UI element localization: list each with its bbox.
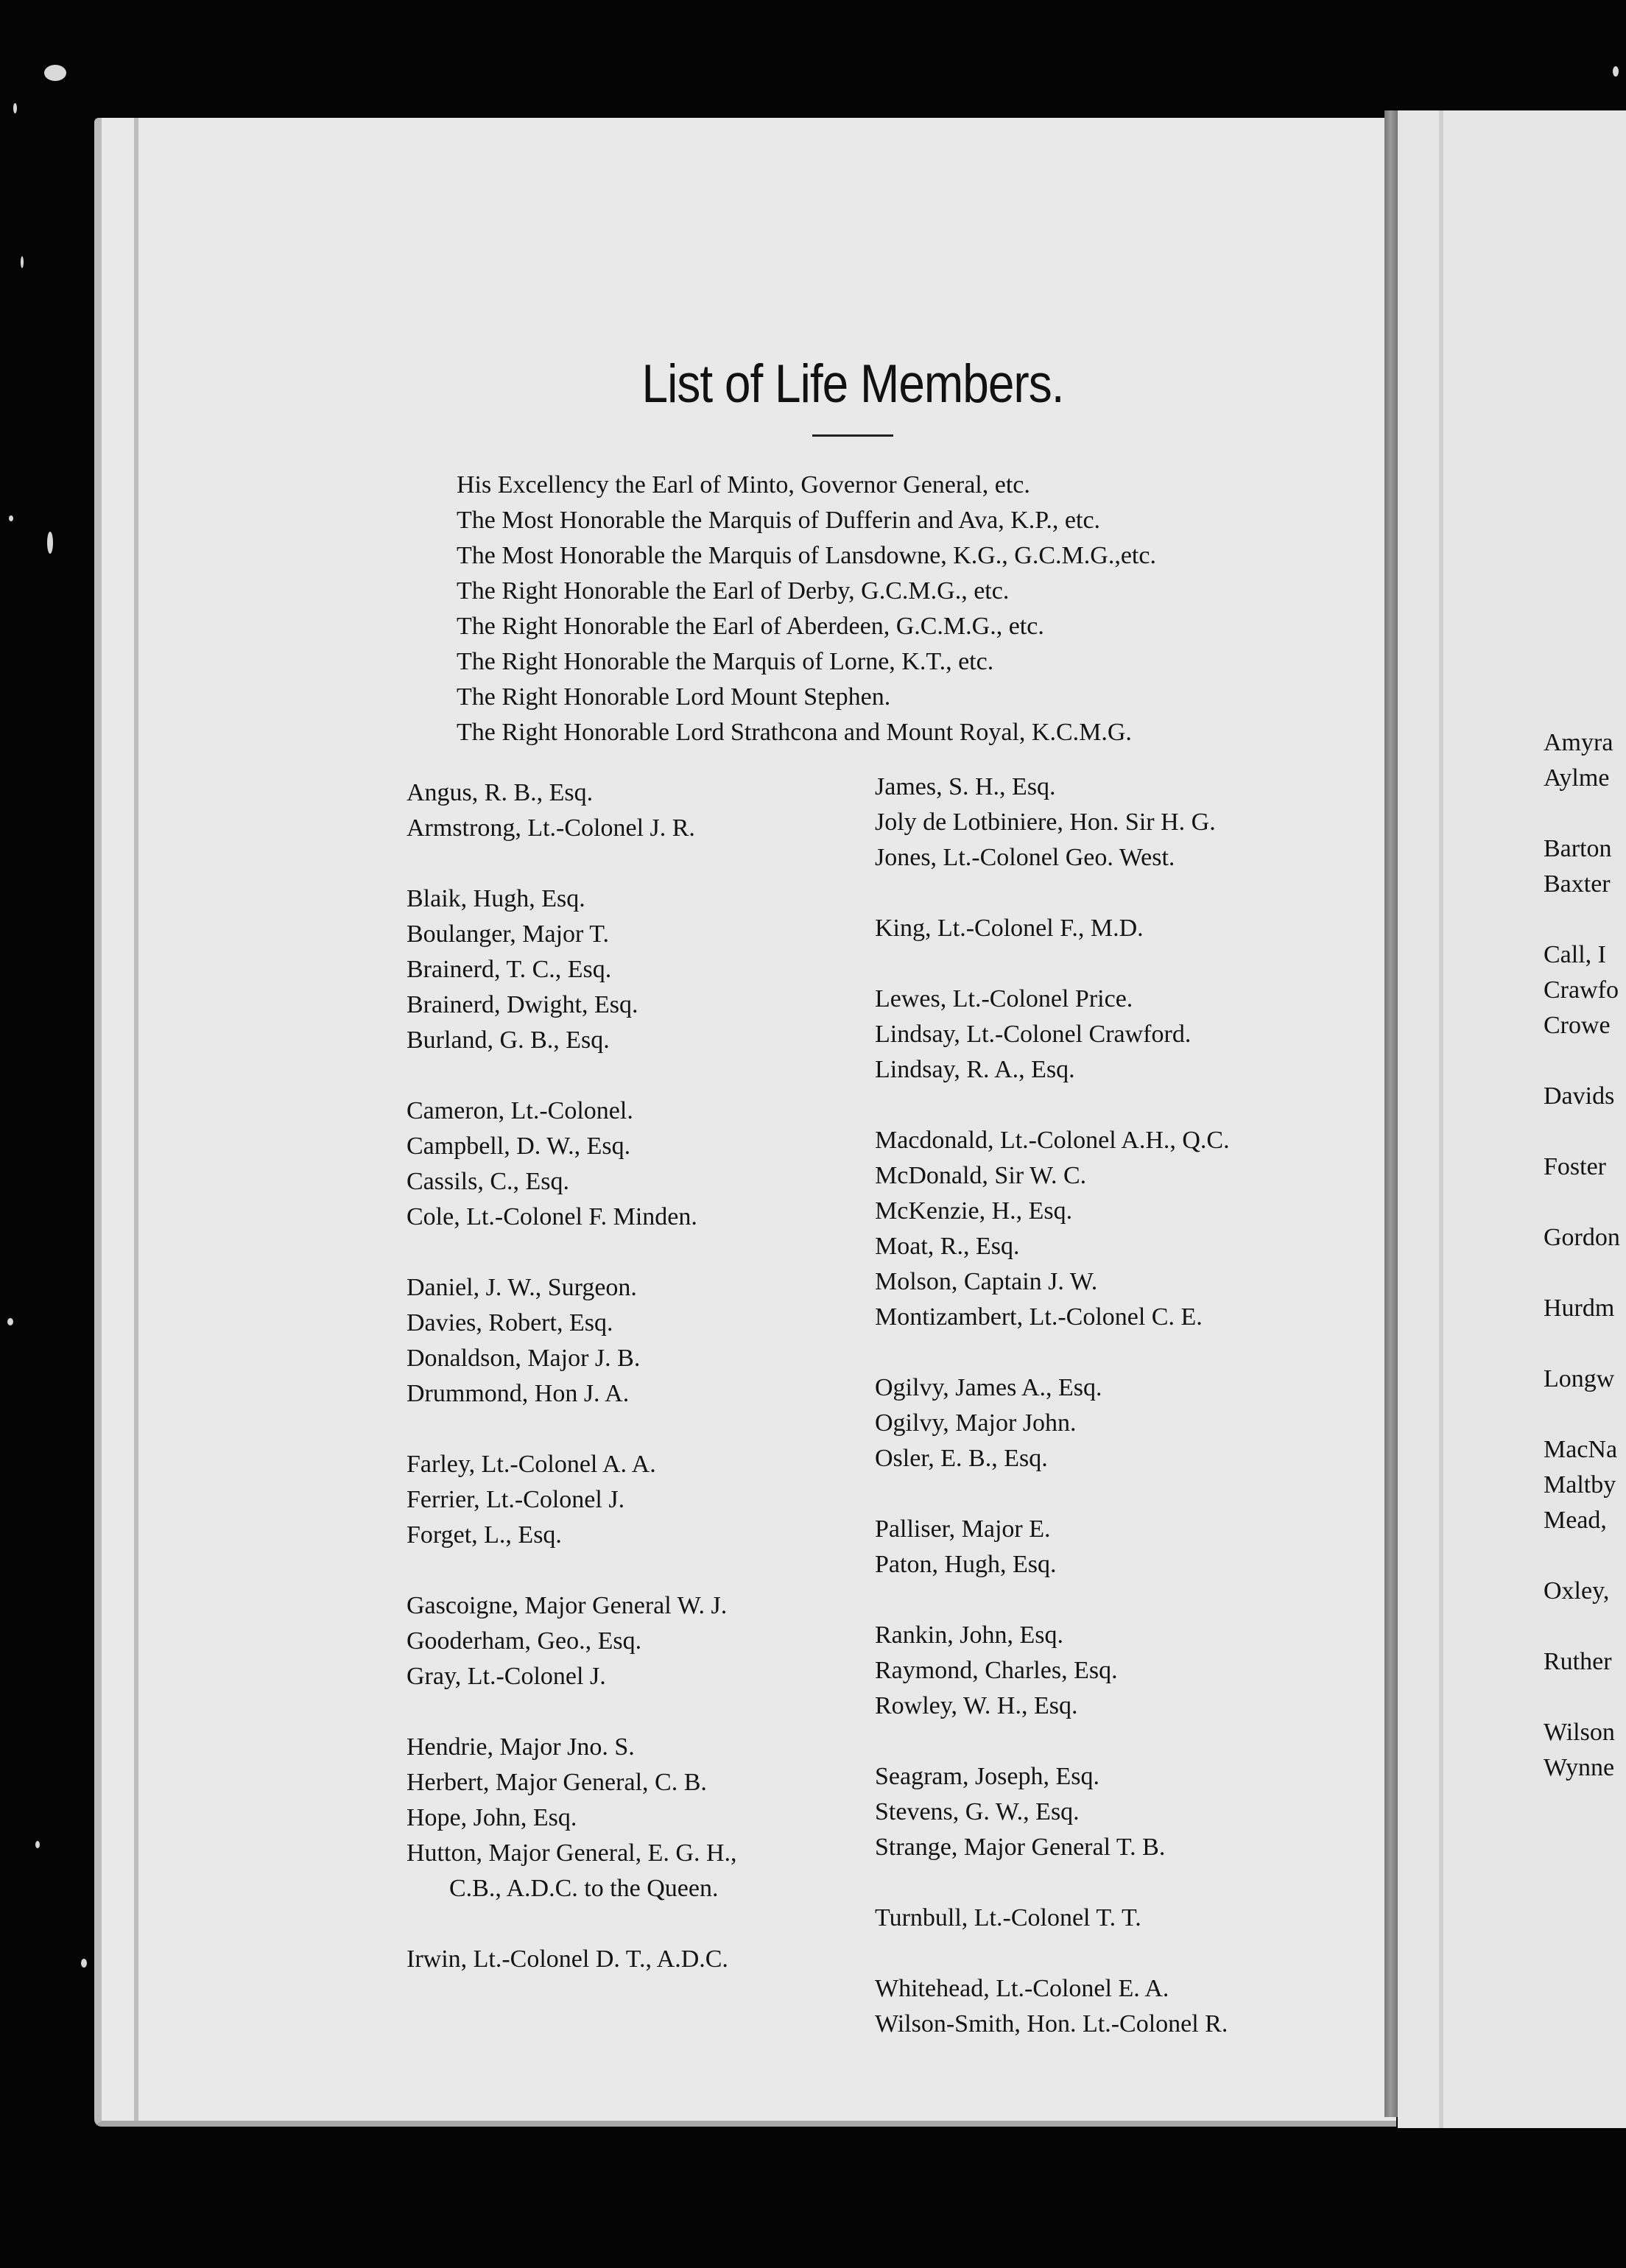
member-entry: Cole, Lt.-Colonel F. Minden. [406,1203,697,1230]
group-spacer [875,876,1230,911]
right-page-fragments [1544,725,1620,1786]
group-spacer [1544,1397,1620,1432]
group-spacer [1544,1043,1620,1079]
members-column-left [406,775,737,1977]
dust-speck [35,1841,40,1848]
member-entry: Brainerd, Dwight, Esq. [406,991,638,1018]
member-entry: Hope, John, Esq. [406,1804,577,1831]
group-spacer [875,1335,1230,1370]
group-spacer [1544,1185,1620,1220]
member-entry: Davies, Robert, Esq. [406,1309,613,1336]
fragment-entry: Crawfo [1544,976,1619,1004]
member-entry: Turnbull, Lt.-Colonel T. T. [875,1904,1141,1931]
group-spacer [875,1088,1230,1123]
group-spacer [875,1476,1230,1512]
member-entry: Wilson-Smith, Hon. Lt.-Colonel R. [875,2010,1228,2038]
member-entry: Seagram, Joseph, Esq. [875,1763,1100,1790]
fragment-entry: Hurdm [1544,1295,1615,1322]
dignitary-entry: The Most Honorable the Marquis of Dufferin and Ava, K.P., etc. [457,507,1101,534]
member-entry: Hutton, Major General, E. G. H., [406,1839,737,1867]
member-entry: Armstrong, Lt.-Colonel J. R. [406,814,695,842]
member-entry-continuation: C.B., A.D.C. to the Queen. [449,1875,719,1902]
dignitary-entry: The Right Honorable Lord Strathcona and Mount Royal, K.C.M.G. [457,719,1132,746]
member-entry: Blaik, Hugh, Esq. [406,885,585,912]
dust-speck [9,515,13,521]
member-entry: Irwin, Lt.-Colonel D. T., A.D.C. [406,1945,728,1973]
member-entry: Lewes, Lt.-Colonel Price. [875,985,1133,1012]
fragment-entry: Mead, [1544,1507,1607,1534]
fragment-entry: Aylme [1544,764,1610,792]
member-entry: Cassils, C., Esq. [406,1168,570,1195]
fragment-entry: Maltby [1544,1471,1616,1498]
member-entry: Joly de Lotbiniere, Hon. Sir H. G. [875,809,1216,836]
dignitary-entry: The Right Honorable the Marquis of Lorne, K.T., etc. [457,648,994,675]
group-spacer [406,1906,737,1942]
group-spacer [875,1724,1230,1759]
fragment-entry: MacNa [1544,1436,1618,1463]
member-entry: Gray, Lt.-Colonel J. [406,1663,606,1690]
member-entry: Burland, G. B., Esq. [406,1026,610,1054]
dust-speck [44,65,66,81]
group-spacer [406,1235,737,1270]
member-entry: Rowley, W. H., Esq. [875,1692,1078,1719]
member-entry: Donaldson, Major J. B. [406,1345,641,1372]
member-entry: Montizambert, Lt.-Colonel C. E. [875,1303,1203,1331]
member-entry: Jones, Lt.-Colonel Geo. West. [875,844,1175,871]
member-entry: Gascoigne, Major General W. J. [406,1592,728,1619]
member-entry: Cameron, Lt.-Colonel. [406,1097,633,1124]
member-entry: Hendrie, Major Jno. S. [406,1733,635,1761]
member-entry: Gooderham, Geo., Esq. [406,1627,642,1655]
fragment-entry: Foster [1544,1153,1606,1180]
dignitary-entry: The Right Honorable Lord Mount Stephen. [457,683,891,711]
dignitaries-list [457,468,1156,750]
member-entry: Palliser, Major E. [875,1515,1051,1543]
group-spacer [1544,1326,1620,1362]
dignitary-entry: The Most Honorable the Marquis of Lansdowne, K.G., G.C.M.G.,etc. [457,542,1156,569]
group-spacer [1544,1256,1620,1291]
member-entry: Daniel, J. W., Surgeon. [406,1274,637,1301]
fragment-entry: Davids [1544,1082,1615,1110]
group-spacer [406,1694,737,1730]
fragment-entry: Barton [1544,835,1612,862]
member-entry: Stevens, G. W., Esq. [875,1798,1080,1825]
member-entry: Osler, E. B., Esq. [875,1445,1048,1472]
group-spacer [406,1412,737,1447]
group-spacer [1544,1538,1620,1574]
members-column-middle [875,770,1230,2042]
title-rule [812,434,893,437]
member-entry: Macdonald, Lt.-Colonel A.H., Q.C. [875,1127,1230,1154]
member-entry: Ogilvy, Major John. [875,1409,1077,1437]
dust-speck [1613,66,1619,77]
page-title-text: List of Life Members. [641,353,1064,414]
member-entry: McDonald, Sir W. C. [875,1162,1087,1189]
member-entry: Rankin, John, Esq. [875,1621,1063,1649]
dust-speck [13,103,17,113]
member-entry: Angus, R. B., Esq. [406,779,594,806]
member-entry: Lindsay, Lt.-Colonel Crawford. [875,1021,1192,1048]
dignitary-entry: His Excellency the Earl of Minto, Governor General, etc. [457,471,1030,499]
group-spacer [1544,1680,1620,1715]
dust-speck [7,1318,13,1325]
fragment-entry: Amyra [1544,729,1613,756]
group-spacer [406,1058,737,1094]
dust-speck [21,256,24,268]
fragment-entry: Oxley, [1544,1577,1610,1605]
member-entry: King, Lt.-Colonel F., M.D. [875,915,1144,942]
group-spacer [1544,796,1620,831]
dignitary-entry: The Right Honorable the Earl of Derby, G.C.M.G., etc. [457,577,1010,605]
group-spacer [875,946,1230,982]
group-spacer [875,1936,1230,1971]
member-entry: Forget, L., Esq. [406,1521,562,1549]
group-spacer [1544,902,1620,937]
fragment-entry: Call, I [1544,941,1606,968]
page-fold-shadow [134,118,138,2121]
fragment-entry: Crowe [1544,1012,1611,1039]
member-entry: Lindsay, R. A., Esq. [875,1056,1075,1083]
group-spacer [406,1553,737,1588]
member-entry: Paton, Hugh, Esq. [875,1551,1057,1578]
fragment-entry: Gordon [1544,1224,1620,1251]
member-entry: Campbell, D. W., Esq. [406,1133,631,1160]
member-entry: McKenzie, H., Esq. [875,1197,1073,1225]
fragment-entry: Ruther [1544,1648,1612,1675]
member-entry: Raymond, Charles, Esq. [875,1657,1118,1684]
group-spacer [406,846,737,881]
member-entry: Herbert, Major General, C. B. [406,1769,707,1796]
group-spacer [1544,1609,1620,1644]
fragment-entry: Wynne [1544,1754,1615,1781]
group-spacer [1544,1114,1620,1149]
dust-speck [47,532,53,554]
member-entry: Farley, Lt.-Colonel A. A. [406,1451,656,1478]
member-entry: Moat, R., Esq. [875,1233,1020,1260]
fragment-entry: Wilson [1544,1719,1615,1746]
member-entry: Ogilvy, James A., Esq. [875,1374,1102,1401]
dignitary-entry: The Right Honorable the Earl of Aberdeen, G.C.M.G., etc. [457,613,1044,640]
page-title [0,352,1626,415]
member-entry: Molson, Captain J. W. [875,1268,1098,1295]
fragment-entry: Longw [1544,1365,1615,1392]
group-spacer [875,1865,1230,1901]
member-entry: Brainerd, T. C., Esq. [406,956,612,983]
member-entry: Whitehead, Lt.-Colonel E. A. [875,1975,1169,2002]
member-entry: Drummond, Hon J. A. [406,1380,630,1407]
member-entry: Strange, Major General T. B. [875,1834,1166,1861]
group-spacer [875,1582,1230,1618]
member-entry: James, S. H., Esq. [875,773,1056,800]
dust-speck [81,1959,87,1968]
fragment-entry: Baxter [1544,870,1611,898]
member-entry: Ferrier, Lt.-Colonel J. [406,1486,625,1513]
member-entry: Boulanger, Major T. [406,920,609,948]
